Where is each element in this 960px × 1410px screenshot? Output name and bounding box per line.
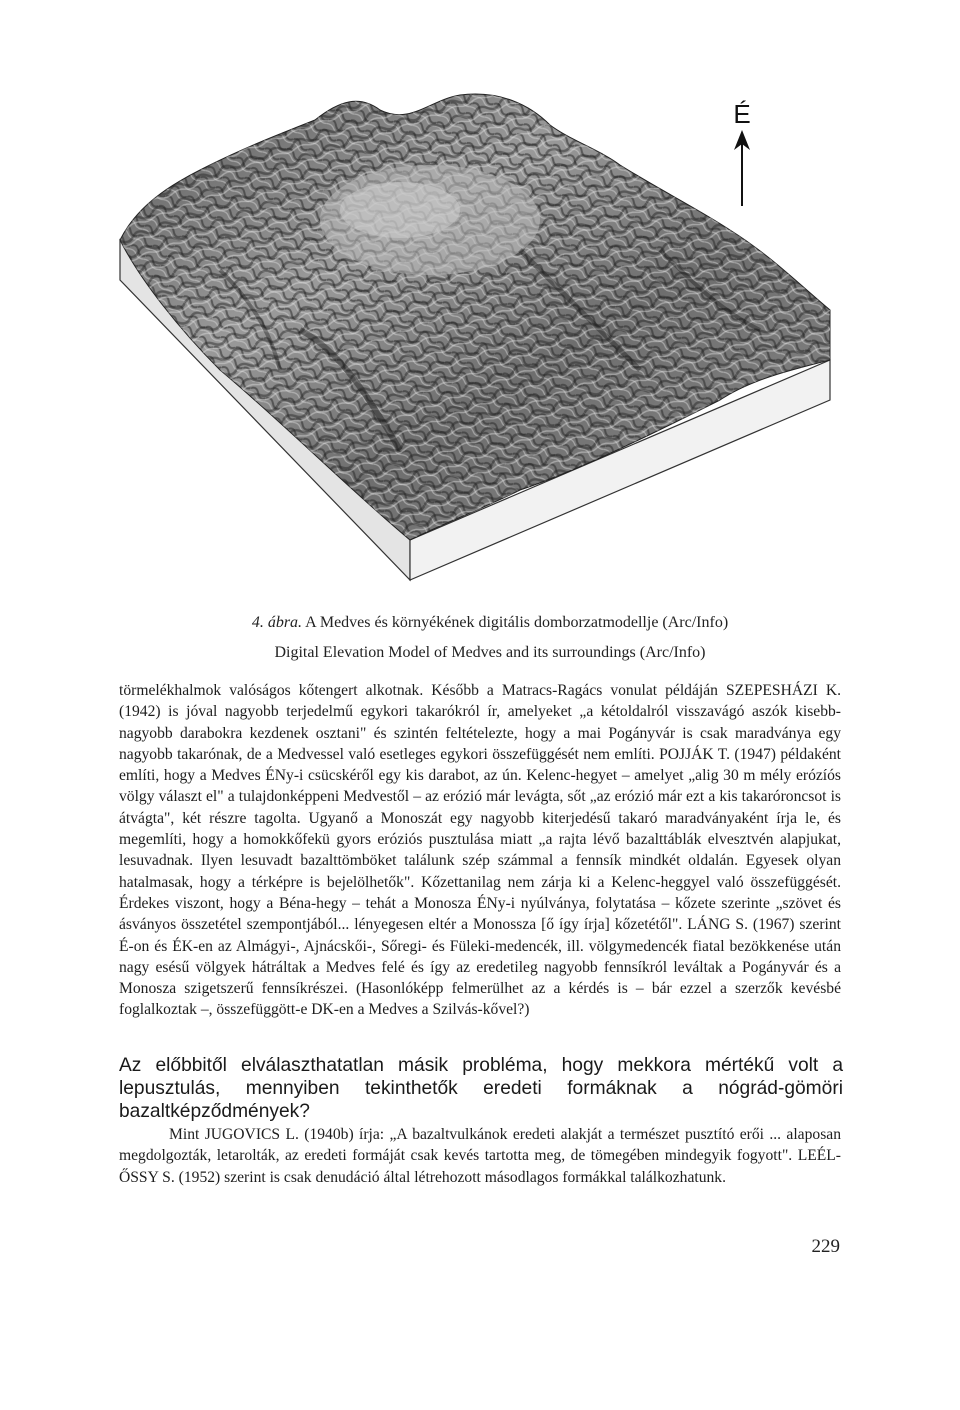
figure-number: 4. ábra.	[251, 614, 303, 631]
body-paragraph-2: Az előbbitől elválaszthatatlan másik probléma, hogy mekkora mértékű volt a lepusztulás, mennyiben tekinthetők eredeti formáknak a nógrád-gömöri bazaltképződmények?	[119, 1055, 843, 1122]
north-arrow-icon	[722, 128, 762, 208]
north-label: É	[733, 99, 751, 129]
caption-hungarian-text: A Medves és környékének digitális domborzatmodellje (Arc/Info)	[305, 614, 729, 631]
north-indicator	[722, 100, 762, 210]
body-paragraph-1: törmelékhalmok valóságos kőtengert alkotnak. Később a Matracs-Ragács vonulat példáján SZEPESHÁZI K. (1942) is jóval nagyobb terjedelmű egykori takarókról ír, amelyeket „a kétoldalról visszavágó aszók kisebb-nagyobb darabokra kezdenek osztani" és szintén feltételezte, hogy a mai Pogányvár is csak maradványa egy nagyobb takarónak, de a Medvessel való esetleges egykori összefüggését nem említi. POJJÁK T. (1947) példaként említi, hogy a Medves ÉNy-i csücskéről egy kis darabot, az ún. Kelenc-hegyet – amelyet „alig 30 m mély erózíós völgy választ el" a tulajdonképpeni Medvestől – az erózió már levágta, sőt „az erózió már ezt a kis takaróroncsot is átvágta", két részre tagolta. Ugyanő a Monoszát egy nagyobb kiterjedésű takaró maradványaként írja le, és megemlíti, hogy a homokkőfekü gyors eróziós pusztulása miatt „a rajta lévő bazalttáblák elvesztvén alapjukat, lesuvadnak. Ilyen lesuvadt bazalttömböket találunk szép számmal a fennsík mindkét oldalán. Egyesek olyan hatalmasak, hogy a térképre is bejelölhetők". Kőzettanilag nem zárja ki a Kelenc-heggyel való összefüggését. Érdekes viszont, hogy a Béna-hegy – tehát a Monosza ÉNy-i nyúlványa, folytatása – kőzete szerinte „szövet és ásványos összetétel szempontjából... lényegesen eltér a Monossza [ő így írja] kőzetétől". LÁNG S. (1967) szerint É-on és ÉK-en az Almágyi-, Ajnácskői-, Sőregi- és Füleki-medencék, ill. völgymedencék fiatal bezökkenése után nagy esésű völgyek hátráltak a Medves felé és így az eredetileg nagyobb fennsíkról leváltak a Pogányvár és a Monosza szigetszerű fennsíkrészei. (Hasonlóképp felmerülhet az a kérdés is – bár ezzel a szerzők kevésbé foglalkoztak –, összefüggött-e DK-en a Medves a Szilvás-kővel?)	[119, 682, 841, 1019]
figure-caption-english: Digital Elevation Model of Medves and its surroundings (Arc/Info)	[274, 644, 706, 661]
figure-caption-hungarian	[10, 614, 960, 632]
body-paragraph-3: Mint JUGOVICS L. (1940b) írja: „A bazaltvulkánok eredeti alakját a természet pusztító erői ... alaposan megdolgozták, letarolták, az eredeti formáját csak kevés tartotta meg, de tömegében mindegyik fogyott". LEÉL-ŐSSY S. (1952) szerint is csak denudáció által létrehozott másodlagos formákkal találkozhatunk.	[119, 1126, 841, 1186]
page-number: 229	[811, 1236, 840, 1257]
